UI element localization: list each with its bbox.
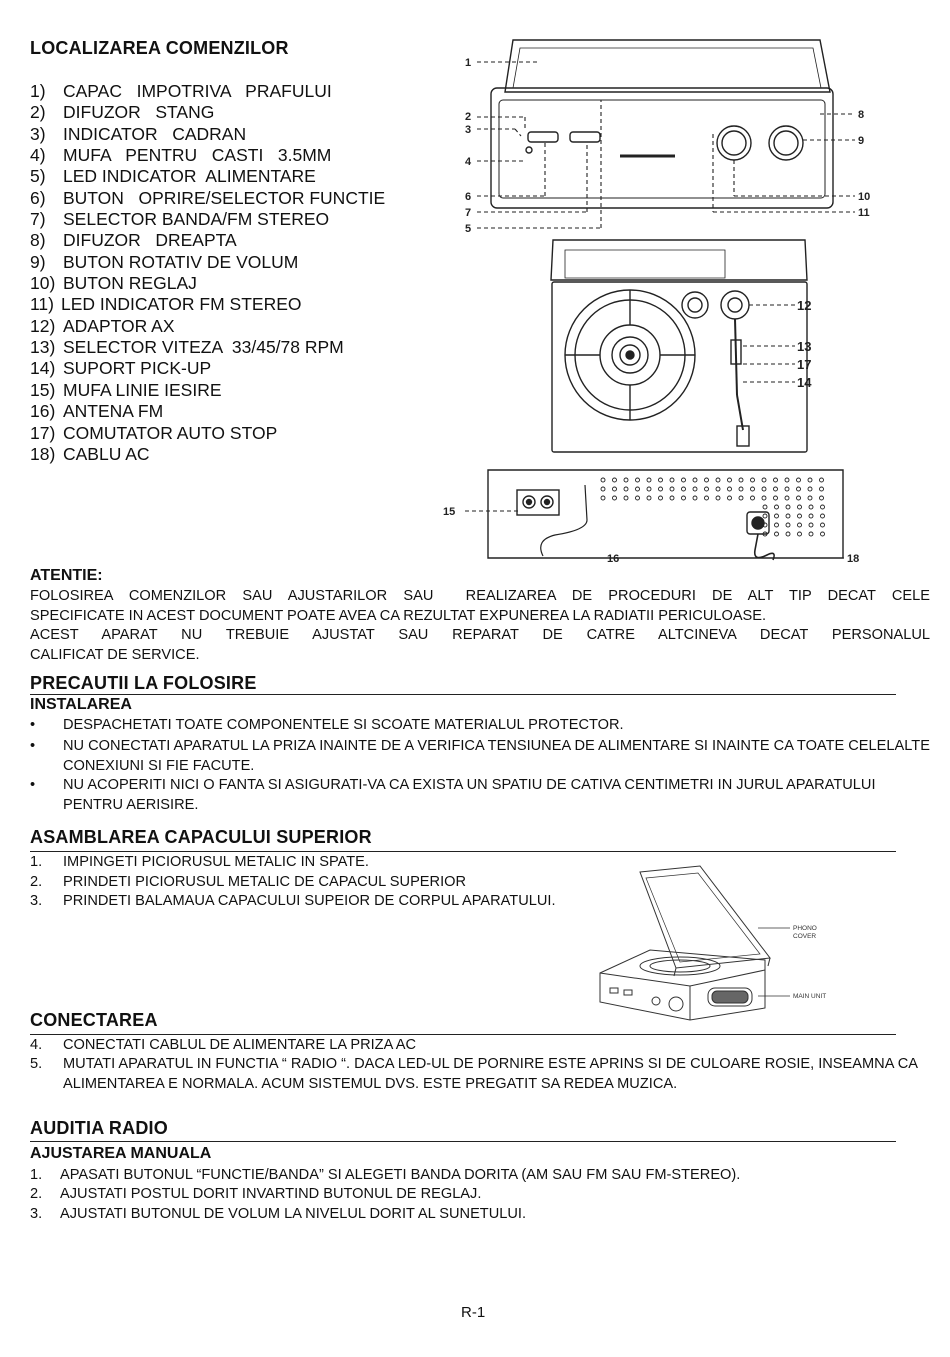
list-item: 3) INDICATOR CADRAN [30, 123, 247, 144]
callout-12: 12 [797, 298, 812, 313]
list-item: 15) MUFA LINIE IESIRE [30, 379, 222, 400]
list-item: 14) SUPORT PICK-UP [30, 358, 212, 379]
attention-title: ATENTIE: [30, 567, 103, 584]
list-item: 1) CAPAC IMPOTRIVA PRAFULUI [30, 81, 332, 101]
list-item: 3. PRINDETI BALAMAUA CAPACULUI SUPEIOR DE CORPUL APARATULUI. [30, 893, 556, 909]
base-top-view [552, 282, 807, 452]
divider [30, 694, 896, 695]
attention-line: CALIFICAT DE SERVICE. [30, 646, 200, 663]
radio-title: AUDITIA RADIO [30, 1118, 168, 1138]
attention-line: SPECIFICATE IN ACEST DOCUMENT POATE AVEA CA REZULTAT EXPUNEREA LA RADIATII PERICULOASE. [30, 607, 767, 624]
divider [30, 851, 896, 852]
main-unit-label: MAIN UNIT [793, 993, 827, 1000]
callout-14: 14 [797, 375, 812, 390]
callout-5: 5 [465, 223, 472, 235]
list-item: 9) BUTON ROTATIV DE VOLUM [30, 251, 299, 272]
callout-16: 16 [607, 553, 620, 565]
callout-17: 17 [797, 357, 812, 372]
vent-dots [601, 478, 825, 536]
list-item: 4) MUFA PENTRU CASTI 3.5MM [30, 145, 332, 166]
cover-assembly-figure [590, 858, 860, 1033]
callout-7: 7 [465, 207, 472, 219]
callout-15: 15 [443, 506, 456, 518]
list-item: 7) SELECTOR BANDA/FM STEREO [30, 209, 330, 230]
phono-cover-label-2: COVER [793, 933, 817, 940]
list-item: 18) CABLU AC [30, 443, 150, 464]
callout-18: 18 [847, 553, 860, 565]
list-item: 13) SELECTOR VITEZA 33/45/78 RPM [30, 337, 344, 358]
callout-11: 11 [858, 207, 870, 219]
callout-6: 6 [465, 191, 472, 203]
list-item: 2. AJUSTATI POSTUL DORIT INVARTIND BUTONUL DE REGLAJ. [30, 1186, 482, 1202]
controls-title: LOCALIZAREA COMENZILOR [30, 38, 289, 58]
callout-4: 4 [465, 156, 472, 168]
list-item: 2) DIFUZOR STANG [30, 102, 215, 123]
callout-2: 2 [465, 111, 472, 123]
list-item: 2. PRINDETI PICIORUSUL METALIC DE CAPACUL SUPERIOR [30, 874, 467, 890]
callout-3: 3 [465, 124, 472, 136]
list-item: 11) LED INDICATOR FM STEREO [30, 294, 302, 315]
list-item: 3. AJUSTATI BUTONUL DE VOLUM LA NIVELUL DORIT AL SUNETULUI. [30, 1206, 527, 1222]
divider [30, 1141, 896, 1142]
installation-subtitle: INSTALAREA [30, 696, 132, 713]
list-item: 16) ANTENA FM [30, 401, 164, 422]
page-number: R-1 [461, 1304, 486, 1321]
controls-list [30, 81, 385, 465]
list-item: 5. MUTATI APARATUL IN FUNCTIA “ RADIO “. DACA LED-UL DE PORNIRE ESTE APRINS SI DE CULOARE ROSIE, INSEAMNA CA ALIMENTAREA E NORMALA. ACUM SISTEMUL DVS. ESTE PREGATIT SA REDEA MUZICA. [30, 1056, 918, 1092]
list-item: 12) ADAPTOR AX [30, 315, 175, 336]
assembly-title: ASAMBLAREA CAPACULUI SUPERIOR [30, 827, 372, 847]
callout-9: 9 [858, 135, 865, 147]
precautions-title: PRECAUTII LA FOLOSIRE [30, 673, 257, 693]
manual-adjust-subtitle: AJUSTAREA MANUALA [30, 1145, 212, 1162]
divider [30, 1034, 896, 1035]
connecting-title: CONECTAREA [30, 1010, 158, 1030]
list-item: 17) COMUTATOR AUTO STOP [30, 422, 278, 443]
turntable-diagram [425, 30, 940, 575]
list-item: 4. CONECTATI CABLUL DE ALIMENTARE LA PRIZA AC [30, 1037, 417, 1053]
list-item: 1. IMPINGETI PICIORUSUL METALIC IN SPATE. [30, 854, 369, 870]
list-item: 6) BUTON OPRIRE/SELECTOR FUNCTIE [30, 187, 386, 208]
callout-10: 10 [858, 191, 871, 203]
attention-text [30, 587, 930, 665]
attention-line: ACEST APARAT NU TREBUIE AJUSTAT SAU REPARAT DE CATRE ALTCINEVA DECAT PERSONALUL [30, 627, 930, 643]
list-item: 8) DIFUZOR DREAPTA [30, 230, 237, 251]
callout-13: 13 [797, 339, 812, 354]
phono-cover-label-1: PHONO [793, 925, 817, 932]
list-item: 10) BUTON REGLAJ [30, 273, 197, 294]
attention-line: FOLOSIREA COMENZILOR SAU AJUSTARILOR SAU REALIZAREA DE PROCEDURI DE ALT TIP DECAT CELE [30, 588, 930, 604]
callout-8: 8 [858, 109, 865, 121]
front-panel-outline [491, 88, 833, 208]
list-item: 5) LED INDICATOR ALIMENTARE [30, 166, 316, 187]
list-item: 1. APASATI BUTONUL “FUNCTIE/BANDA” SI ALEGETI BANDA DORITA (AM SAU FM SAU FM-STEREO). [30, 1167, 741, 1183]
callout-1: 1 [465, 57, 472, 69]
